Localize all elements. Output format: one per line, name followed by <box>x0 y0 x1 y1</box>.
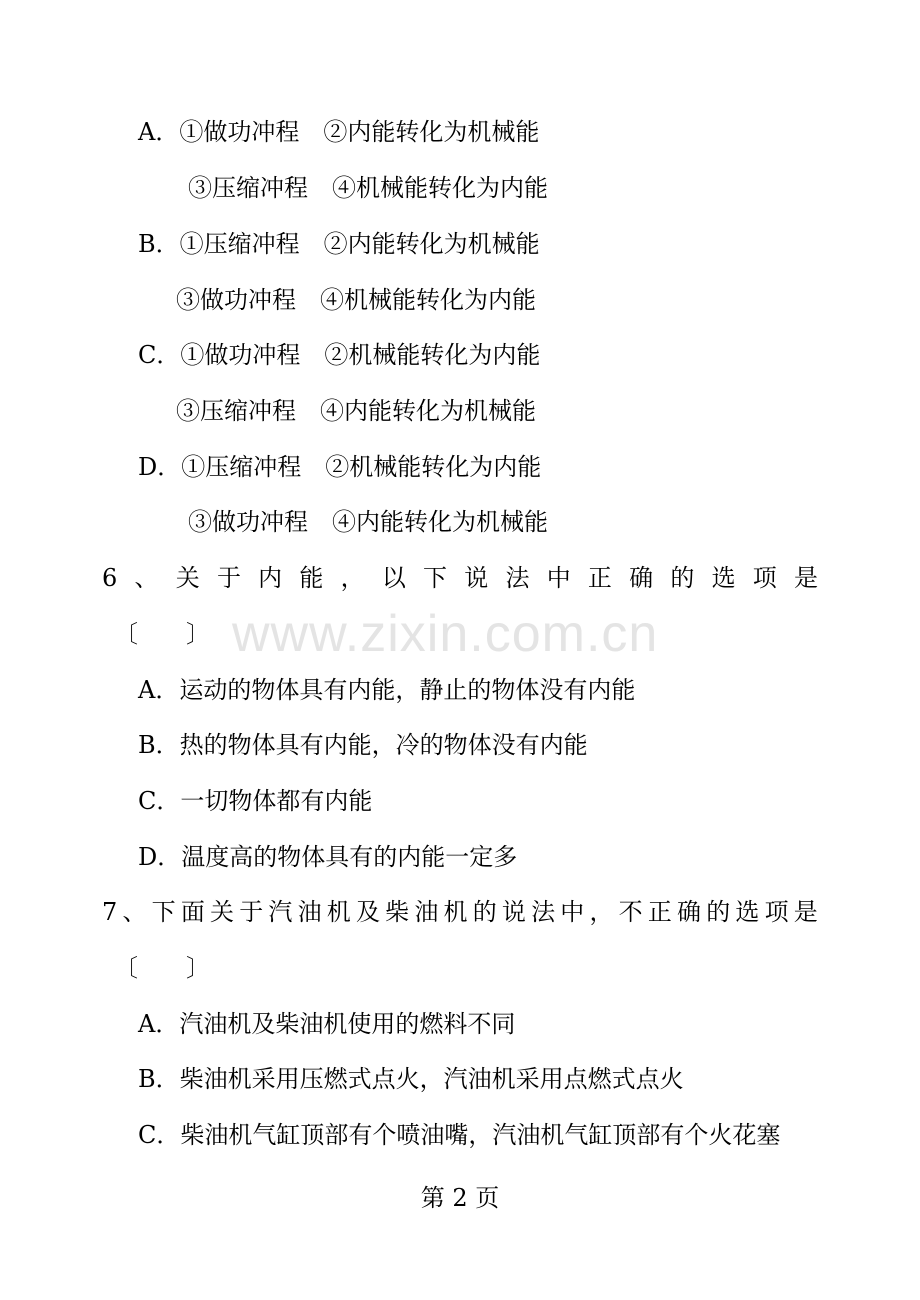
q7-stem-char: 机 <box>326 898 351 926</box>
q7-stem-char: 关 <box>210 898 235 926</box>
q7-option-c: C．柴油机气缸顶部有个喷油嘴，汽油机气缸顶部有个火花塞 <box>138 1121 781 1149</box>
q6-option-c: C．一切物体都有内能 <box>138 787 373 815</box>
q7-stem-char: 柴 <box>385 898 410 926</box>
q6-stem-char: ， <box>340 564 365 592</box>
q6-stem <box>102 563 818 593</box>
q5-option-c-line2: ③压缩冲程 ④内能转化为机械能 <box>176 397 536 425</box>
q7-stem-char: 项 <box>764 898 789 926</box>
q7-stem-char: ， <box>589 898 614 926</box>
q6-answer-bracket: 〔 〕 <box>114 620 210 648</box>
q5-option-c-line1: C．①做功冲程 ②机械能转化为内能 <box>138 341 541 369</box>
q7-option-b: B．柴油机采用压燃式点火，汽油机采用点燃式点火 <box>138 1065 684 1093</box>
q6-stem-char: 、 <box>134 564 159 592</box>
q7-stem-char: 的 <box>706 898 731 926</box>
q6-option-b: B．热的物体具有内能，冷的物体没有内能 <box>138 731 588 759</box>
q6-stem-char: 的 <box>670 564 695 592</box>
q5-option-d-line2: ③做功冲程 ④内能转化为机械能 <box>188 508 548 536</box>
q5-option-a-line2: ③压缩冲程 ④机械能转化为内能 <box>188 174 548 202</box>
q7-stem-char: 不 <box>618 898 643 926</box>
q5-option-b-line2: ③做功冲程 ④机械能转化为内能 <box>176 286 536 314</box>
q7-stem-char: 是 <box>793 898 818 926</box>
q6-stem-char: 关 <box>175 564 200 592</box>
q6-stem-char: 内 <box>258 564 283 592</box>
q7-stem-char: 说 <box>501 898 526 926</box>
q6-stem-char: 以 <box>381 564 406 592</box>
q7-stem-char: 及 <box>355 898 380 926</box>
q6-stem-char: 法 <box>505 564 530 592</box>
q6-stem-char: 下 <box>423 564 448 592</box>
q7-stem-char: 油 <box>414 898 439 926</box>
q7-stem-char: 下 <box>151 898 176 926</box>
q7-stem-char: 确 <box>677 898 702 926</box>
q6-stem-char: 于 <box>216 564 241 592</box>
q7-option-a: A．汽油机及柴油机使用的燃料不同 <box>138 1010 516 1038</box>
q7-stem-char: 选 <box>735 898 760 926</box>
q7-stem-char: 的 <box>472 898 497 926</box>
q6-stem-char: 确 <box>629 564 654 592</box>
q7-stem-char: 7 <box>102 898 118 926</box>
q6-stem-char: 正 <box>587 564 612 592</box>
q7-stem-char: 面 <box>180 898 205 926</box>
q6-stem-char: 项 <box>752 564 777 592</box>
q7-stem-char: 油 <box>297 898 322 926</box>
q5-option-a-line1: A．①做功冲程 ②内能转化为机械能 <box>138 118 540 146</box>
q7-stem-char: 法 <box>531 898 556 926</box>
q6-stem-char: 是 <box>794 564 818 592</box>
q7-stem-char: 机 <box>443 898 468 926</box>
q6-stem-char: 能 <box>299 564 324 592</box>
q7-stem-char: 于 <box>239 898 264 926</box>
q6-stem-char: 说 <box>464 564 489 592</box>
q7-stem-char: 汽 <box>268 898 293 926</box>
q7-stem <box>102 897 818 927</box>
q5-option-b-line1: B．①压缩冲程 ②内能转化为机械能 <box>138 230 540 258</box>
q6-stem-char: 中 <box>546 564 571 592</box>
q5-option-d-line1: D．①压缩冲程 ②机械能转化为内能 <box>138 453 542 481</box>
page-number: 第 2 页 <box>420 1184 500 1212</box>
watermark: www.zixin.com.cn <box>232 605 659 663</box>
q6-stem-char: 6 <box>102 564 118 592</box>
q7-answer-bracket: 〔 〕 <box>114 954 210 982</box>
q6-option-a: A．运动的物体具有内能，静止的物体没有内能 <box>138 676 636 704</box>
q6-option-d: D．温度高的物体具有的内能一定多 <box>138 843 518 871</box>
q7-stem-char: 、 <box>122 898 147 926</box>
q7-stem-char: 中 <box>560 898 585 926</box>
q7-stem-char: 正 <box>647 898 672 926</box>
q6-stem-char: 选 <box>711 564 736 592</box>
